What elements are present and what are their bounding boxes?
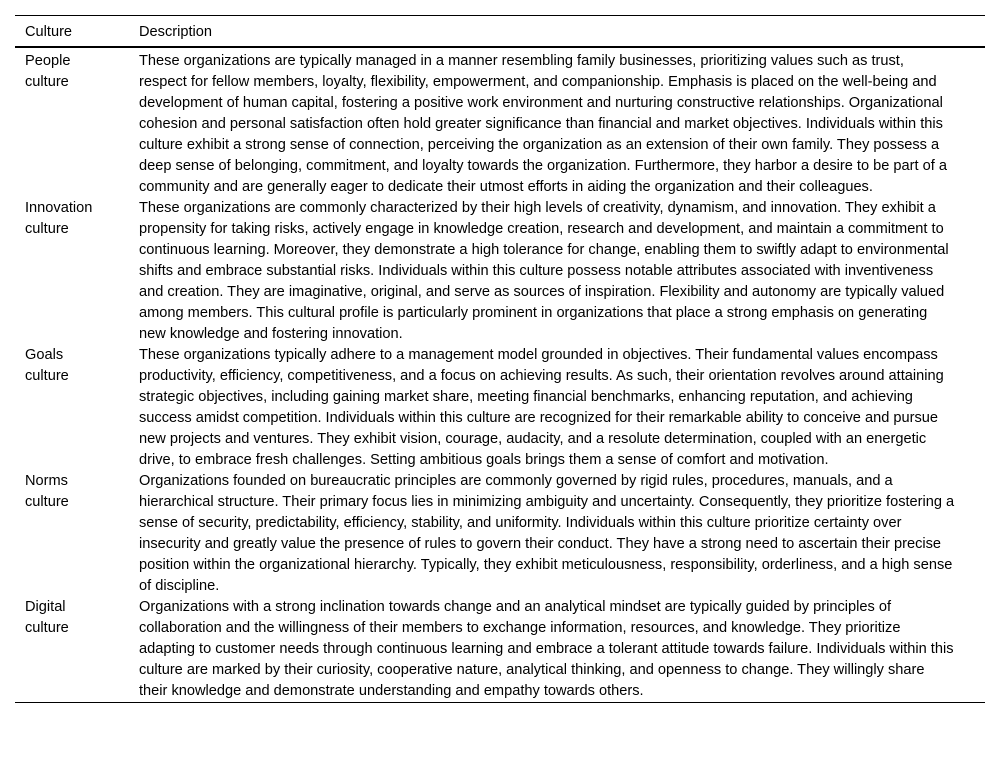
table-row bbox=[15, 345, 985, 471]
header-description: Description bbox=[139, 24, 212, 40]
culture-description-cell: Organizations founded on bureaucratic principles are commonly governed by rigid rules, procedures, manuals, and a hierarchical structure. Their primary focus lies in minimizing ambiguity and uncertainty. Consequently, they prioritize fostering a sense of security, predictability, efficiency, stability, and uniformity. Individuals within this culture prioritize certainty over insecurity and greatly value the presence of rules to govern their conduct. They have a strong need to ascertain their precise position within the organizational hierarchy. Typically, they exhibit meticulousness, responsibility, orderliness, and a high sense of discipline. bbox=[139, 473, 955, 594]
culture-description-cell: These organizations typically adhere to a management model grounded in objectives. Their fundamental values encompass productivity, efficiency, competitiveness, and a focus on achieving results. As such, their orientation revolves around attaining strategic objectives, including gaining market share, meeting financial benchmarks, enhancing reputation, and achieving success amidst competition. Individuals within this culture are recognized for their remarkable ability to conceive and pursue new projects and ventures. They exhibit vision, courage, audacity, and a resolute determination, coupled with an energetic drive, to embrace fresh challenges. Setting ambitious goals brings them a sense of comfort and motivation. bbox=[139, 347, 944, 468]
culture-name-line: culture bbox=[25, 74, 69, 90]
table-row bbox=[15, 471, 985, 597]
culture-name-line: culture bbox=[25, 368, 69, 384]
culture-name-line: People bbox=[25, 53, 71, 69]
header-row bbox=[15, 16, 985, 48]
culture-name-line: Norms bbox=[25, 473, 68, 489]
culture-name-line: Digital bbox=[25, 599, 66, 615]
culture-table-container bbox=[15, 15, 985, 703]
culture-name-cell bbox=[15, 198, 129, 345]
culture-description-cell: Organizations with a strong inclination towards change and an analytical mindset are typically guided by principles of collaboration and the willingness of their members to exchange information, resources, and knowledge. They prioritize adapting to customer needs through continuous learning and embrace a tolerant attitude towards failure. Individuals within this culture are marked by their curiosity, cooperative nature, analytical thinking, and openness to change. They willingly share their knowledge and demonstrate understanding and empathy towards others. bbox=[139, 599, 954, 699]
culture-description-cell: These organizations are commonly characterized by their high levels of creativity, dynamism, and innovation. They exhibit a propensity for taking risks, actively engage in knowledge creation, research and development, and maintain a commitment to continuous learning. Moreover, they demonstrate a high tolerance for change, enabling them to swiftly adapt to environmental shifts and embrace substantial risks. Individuals within this culture possess notable attributes associated with inventiveness and creation. They are imaginative, original, and serve as sources of inspiration. Flexibility and autonomy are typically valued among members. This cultural profile is particularly prominent in organizations that place a strong emphasis on generating new knowledge and fostering innovation. bbox=[139, 200, 949, 342]
table-row bbox=[15, 47, 985, 198]
culture-name-line: culture bbox=[25, 620, 69, 636]
culture-name-line: culture bbox=[25, 494, 69, 510]
culture-name-line: Innovation bbox=[25, 200, 93, 216]
culture-table bbox=[15, 15, 985, 703]
culture-name-line: Goals bbox=[25, 347, 64, 363]
culture-name-cell bbox=[15, 345, 129, 471]
culture-name-cell bbox=[15, 47, 129, 198]
header-culture: Culture bbox=[25, 24, 73, 40]
table-row bbox=[15, 597, 985, 703]
culture-name-cell bbox=[15, 597, 129, 703]
culture-name-cell bbox=[15, 471, 129, 597]
table-row bbox=[15, 198, 985, 345]
culture-name-line: culture bbox=[25, 221, 69, 237]
culture-description-cell: These organizations are typically managed in a manner resembling family businesses, prioritizing values such as trust, respect for fellow members, loyalty, flexibility, empowerment, and companionship. Emphasis is placed on the well-being and development of human capital, fostering a positive work environment and nurturing constructive relationships. Organizational cohesion and personal satisfaction often hold greater significance than financial and market objectives. Individuals within this culture exhibit a strong sense of connection, perceiving the organization as an extension of their own family. They possess a deep sense of belonging, commitment, and loyalty towards the organization. Furthermore, they harbor a desire to be part of a community and are generally eager to dedicate their utmost efforts in aiding the organization and their colleagues. bbox=[139, 53, 947, 195]
